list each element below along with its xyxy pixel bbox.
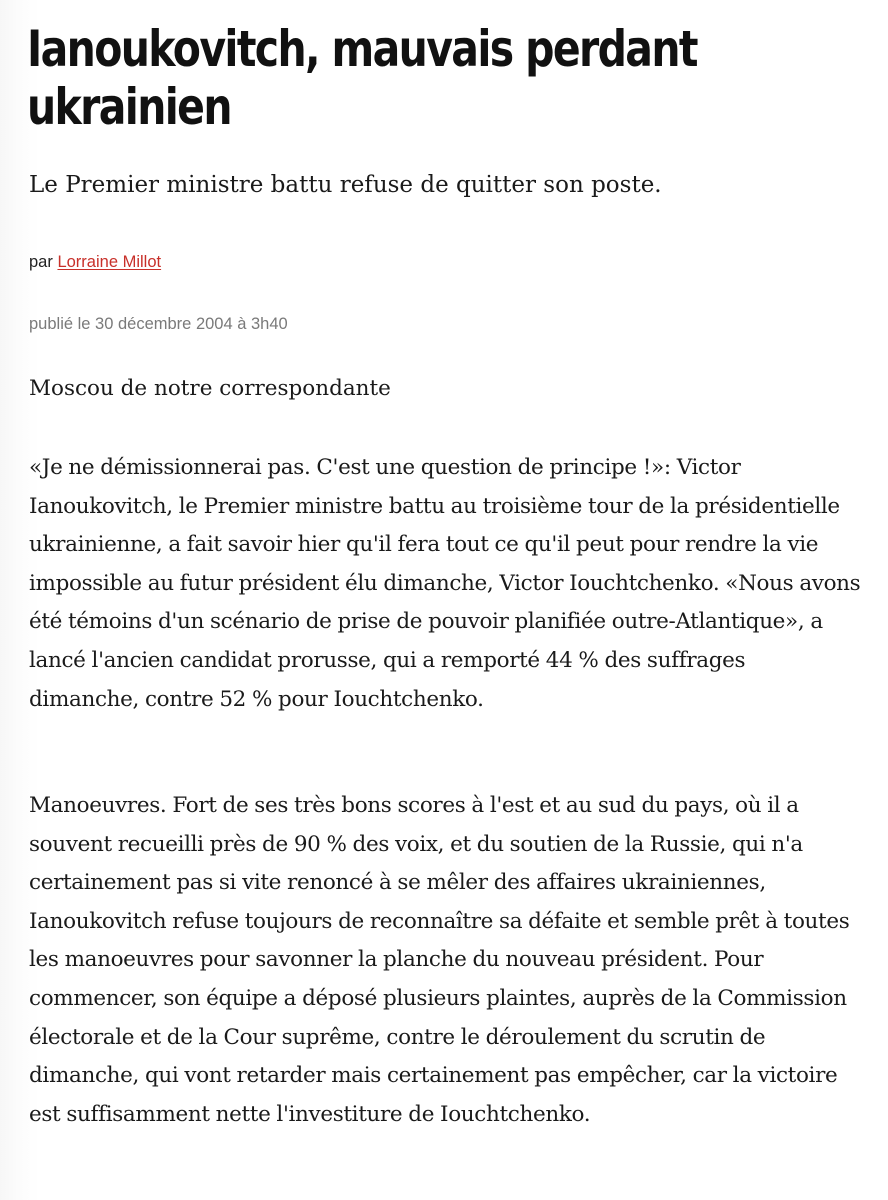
paragraph: «Je ne démissionnerai pas. C'est une question de principe !»: Victor Ianoukovitch, le Premier ministre battu au troisième tour de la présidentielle ukrainienne, a fait savoir hier qu'il fera tout ce qu'il peut pour rendre la vie impossible au futur président élu dimanche, Victor Iouchtchenko. «Nous avons été témoins d'un scénario de prise de pouvoir planifiée outre-Atlantique», a lancé l'ancien candidat prorusse, qui a remporté 44 % des suffrages dimanche, contre 52 % pour Iouchtchenko.: [29, 455, 861, 712]
paragraph: Manoeuvres. Fort de ses très bons scores à l'est et au sud du pays, où il a souvent recueilli près de 90 % des voix, et du soutien de la Russie, qui n'a certainement pas si vite renoncé à se mêler des affaires ukrainiennes, Ianoukovitch refuse toujours de reconnaître sa défaite et semble prêt à toutes les manoeuvres pour savonner la planche du nouveau président. Pour commencer, son équipe a déposé plusieurs plaintes, auprès de la Commission électorale et de la Cour suprême, contre le déroulement du scrutin de dimanche, qui vont retarder mais certainement pas empêcher, car la victoire est suffisamment nette l'investiture de Iouchtchenko.: [29, 793, 850, 1127]
author-link[interactable]: Lorraine Millot: [57, 253, 162, 271]
byline-prefix: par: [29, 253, 53, 271]
article-subtitle: Le Premier ministre battu refuse de quitter son poste.: [29, 172, 662, 198]
byline: [29, 250, 161, 274]
publication-date: publié le 30 décembre 2004 à 3h40: [29, 315, 288, 333]
article-headline: Ianoukovitch, mauvais perdant ukrainien: [27, 20, 697, 136]
dateline: Moscou de notre correspondante: [29, 376, 391, 401]
